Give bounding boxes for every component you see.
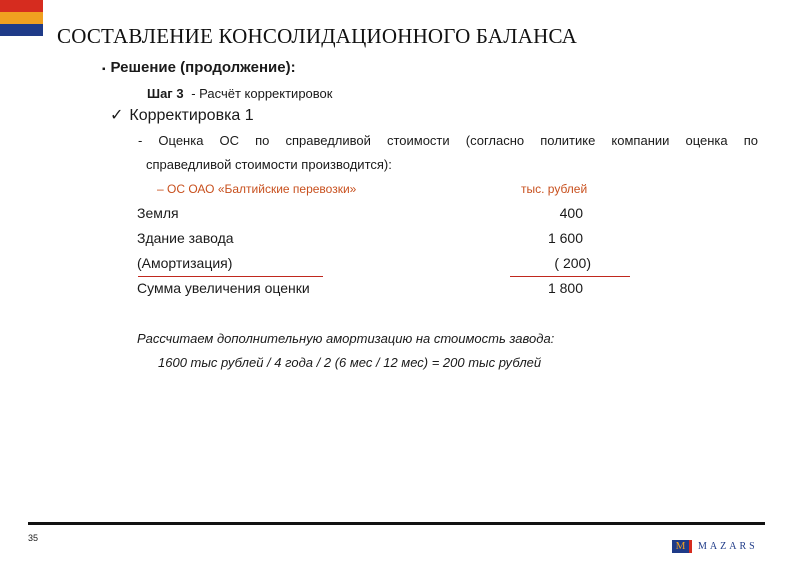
flag-stripe-red [0, 0, 43, 12]
mazars-wordmark: MAZARS [698, 540, 758, 552]
row-label-depreciation: (Амортизация) [137, 255, 233, 271]
adjustment-heading [110, 105, 254, 125]
solution-text: Решение (продолжение): [110, 59, 296, 76]
total-rule-left [138, 276, 323, 277]
step-label: Шаг 3 [147, 86, 184, 101]
step-text: - Расчёт корректировок [191, 86, 333, 101]
mazars-mark-icon: M [672, 540, 692, 553]
step-line [147, 86, 332, 101]
asset-subheader: – ОС ОАО «Балтийские перевозки» [157, 182, 357, 196]
units-label: тыс. рублей [521, 182, 588, 196]
calc-intro: Рассчитаем дополнительную амортизацию на стоимость завода: [137, 331, 555, 346]
row-value-depreciation: ( 200) [554, 255, 591, 271]
solution-heading [102, 59, 296, 76]
footer-rule [28, 522, 765, 525]
row-value-total: 1 800 [547, 280, 583, 296]
paragraph-line-2: справедливой стоимости производится): [146, 157, 392, 172]
calc-formula: 1600 тыс рублей / 4 года / 2 (6 мес / 12 мес) = 200 тыс рублей [158, 355, 542, 370]
paragraph-line-1: - Оценка ОС по справедливой стоимости (согласно политике компании оценка по [138, 133, 758, 148]
checkmark-icon: ✓ [110, 107, 124, 124]
page-title: СОСТАВЛЕНИЕ КОНСОЛИДАЦИОННОГО БАЛАНСА [57, 24, 577, 48]
flag-logo [0, 0, 43, 36]
adjustment-text: Корректировка 1 [129, 107, 254, 124]
total-rule-right [510, 276, 630, 277]
row-label-total: Сумма увеличения оценки [137, 280, 310, 296]
mazars-logo [672, 539, 758, 553]
flag-stripe-blue [0, 24, 43, 36]
page-number: 35 [28, 533, 39, 543]
square-bullet-icon: ▪ [102, 64, 106, 75]
flag-stripe-orange [0, 12, 43, 24]
row-label-building: Здание завода [137, 230, 234, 246]
row-value-land: 400 [559, 205, 583, 221]
row-value-building: 1 600 [547, 230, 583, 246]
row-label-land: Земля [137, 205, 179, 221]
